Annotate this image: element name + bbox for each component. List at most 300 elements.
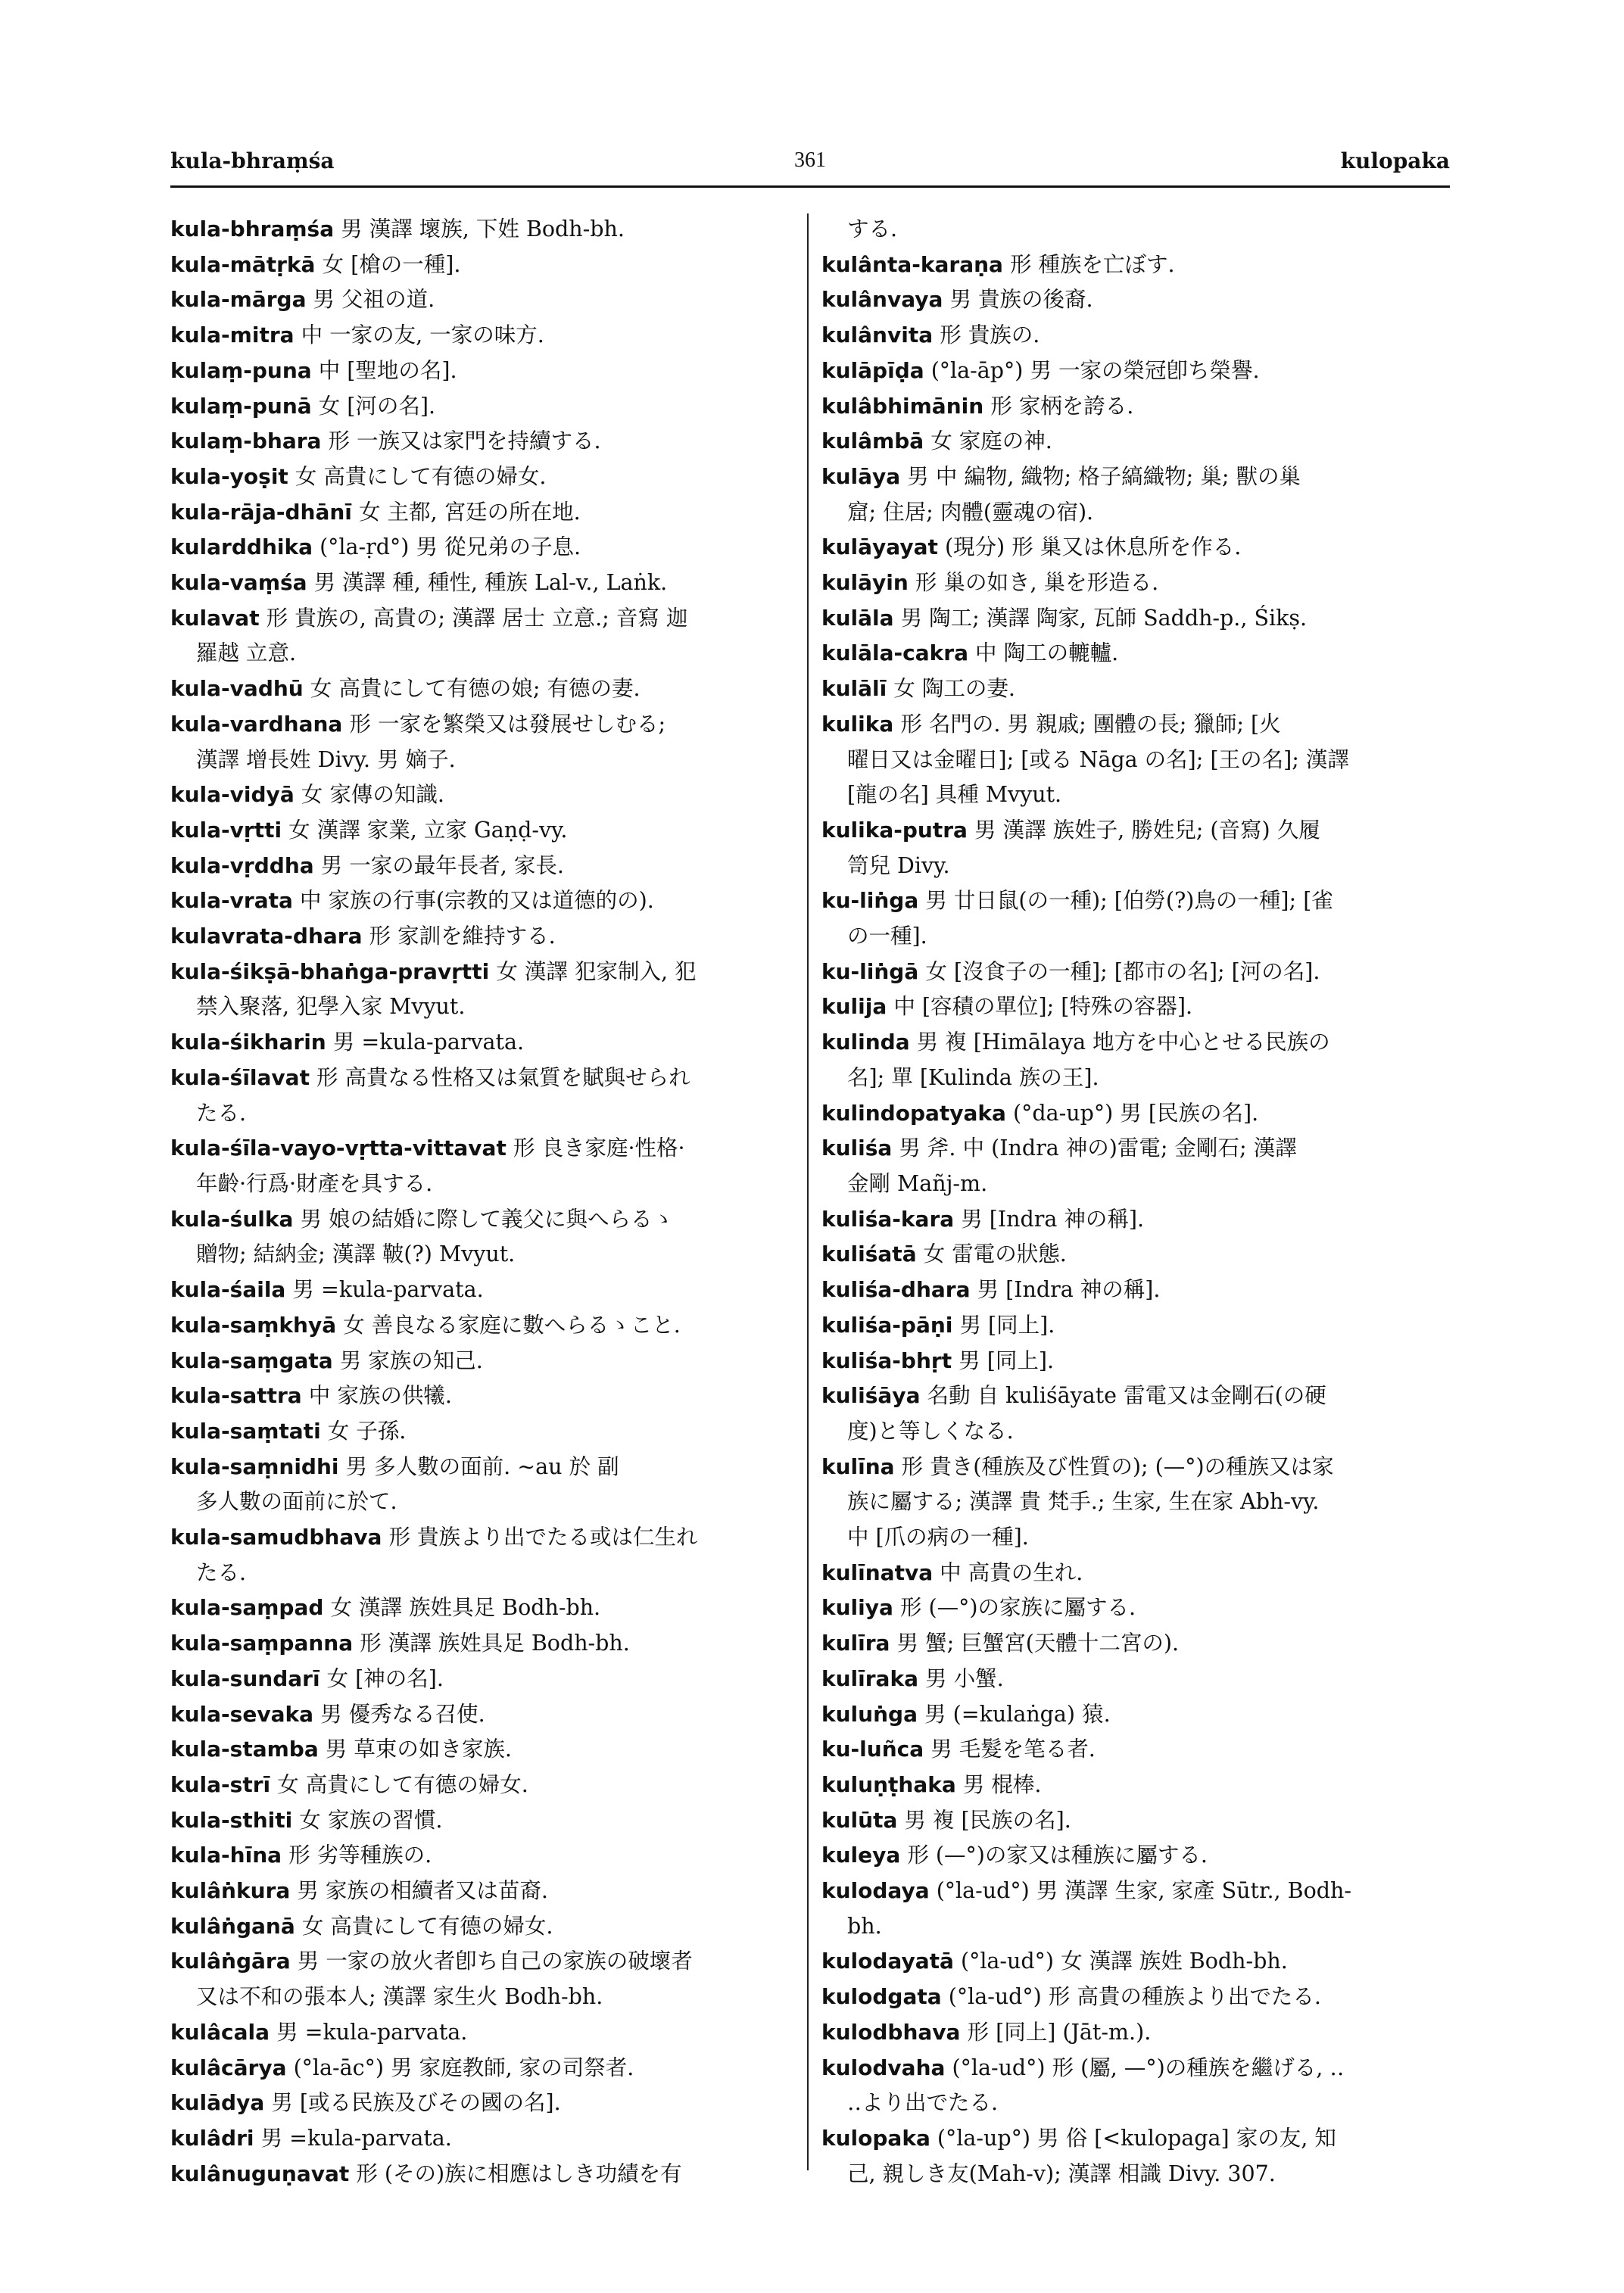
- definition: する.: [847, 217, 898, 241]
- definition: 中 一家の友, 一家の味方.: [301, 322, 544, 348]
- dictionary-entry: [170, 1803, 795, 1839]
- dictionary-entry: [170, 1379, 795, 1414]
- headword: kulaṃ-bhara: [170, 428, 322, 454]
- definition: 名]; 單 [Kulinda 族の王].: [847, 1064, 1099, 1090]
- headword: kulālī: [821, 676, 887, 702]
- dictionary-entry: [170, 2015, 795, 2051]
- definition: 女 家傳の知識.: [301, 782, 444, 808]
- definition: (°da-up°) 男 [民族の名].: [1013, 1100, 1259, 1126]
- definition: 女 善良なる家庭に數へらるゝこと.: [343, 1312, 681, 1338]
- headword: kula-saṃpad: [170, 1595, 324, 1621]
- definition: (°la-ud°) 男 漢譯 生家, 家產 Sūtr., Bodh-: [936, 1878, 1351, 1904]
- dictionary-entry: [170, 1450, 795, 1485]
- entry-continuation: [821, 1414, 1450, 1450]
- definition: 形 一家を繁榮又は發展せしむる;: [349, 711, 666, 737]
- definition: 形 貴族より出でたる或は仁生れ: [388, 1525, 698, 1550]
- running-head: [170, 148, 1450, 186]
- headword: kulika-putra: [821, 817, 968, 843]
- dictionary-entry: [170, 1944, 795, 1980]
- definition: 漢譯 增長姓 Divy. 男 嫡子.: [196, 746, 456, 772]
- dictionary-entry: [170, 1732, 795, 1768]
- dictionary-entry: [821, 1308, 1450, 1344]
- entry-continuation: [170, 1167, 795, 1202]
- headword: kulavrata-dhara: [170, 924, 363, 949]
- definition: 曜日又は金曜日]; [或る Nāga の名]; [王の名]; 漢譯: [847, 746, 1349, 772]
- definition: (°la-ṛd°) 男 從兄弟の子息.: [320, 534, 581, 560]
- headword: kula-vardhana: [170, 711, 343, 737]
- headword: kulinda: [821, 1030, 910, 1055]
- dictionary-entry: [170, 1909, 795, 1945]
- headword: kula-vṛtti: [170, 817, 282, 843]
- headword: kularddhika: [170, 534, 313, 560]
- headword: kulādya: [170, 2090, 265, 2116]
- definition: ‥より出でたる.: [847, 2090, 999, 2116]
- definition: 男 小蟹.: [925, 1665, 1004, 1691]
- headword: kula-śīla-vayo-vṛtta-vittavat: [170, 1136, 507, 1161]
- dictionary-entry: [170, 1626, 795, 1662]
- dictionary-entry: [821, 354, 1450, 389]
- definition: 女 漢譯 家業, 立家 Gaṇḍ-vy.: [288, 817, 568, 843]
- definition: たる.: [196, 1559, 247, 1585]
- definition: 又は不和の張本人; 漢譯 家生火 Bodh-bh.: [196, 1984, 603, 2010]
- headword: kulâdri: [170, 2125, 254, 2151]
- dictionary-entry: [821, 989, 1450, 1025]
- headword: ku-liṅga: [821, 888, 919, 914]
- left-column: [170, 212, 795, 2192]
- entry-continuation: [821, 849, 1450, 884]
- definition: 笥兒 Divy.: [847, 852, 950, 878]
- definition: 女 高貴にして有德の婦女.: [277, 1771, 528, 1797]
- right-column: [821, 212, 1450, 2192]
- headword: kula-śīlavat: [170, 1064, 310, 1090]
- definition: 己, 親しき友(Mah-v); 漢譯 相識 Divy. 307.: [847, 2161, 1276, 2186]
- column-divider: [807, 213, 809, 2170]
- dictionary-entry: [821, 1838, 1450, 1874]
- headword: kulīnatva: [821, 1559, 934, 1585]
- dictionary-entry: [170, 424, 795, 460]
- dictionary-entry: [821, 1450, 1450, 1485]
- definition: の一種].: [847, 924, 927, 949]
- definition: 多人數の面前に於て.: [196, 1489, 397, 1515]
- headword: kula-stamba: [170, 1737, 319, 1762]
- definition: 男 一家の最年長者, 家長.: [320, 852, 564, 878]
- headword: kula-mārga: [170, 287, 307, 313]
- dictionary-entry: [821, 1344, 1450, 1379]
- definition: 男 [Indra 神の稱].: [977, 1277, 1161, 1303]
- definition: 形 [同上] (Jāt-m.).: [967, 2019, 1152, 2045]
- definition: 女 高貴にして有德の娘; 有德の妻.: [310, 676, 641, 702]
- entry-continuation: [821, 743, 1450, 778]
- headword: kula-sundarī: [170, 1665, 320, 1691]
- definition: 女 高貴にして有德の婦女.: [301, 1913, 553, 1939]
- definition: 男 貴族の後裔.: [949, 287, 1093, 313]
- definition: 女 漢譯 犯家制入, 犯: [496, 958, 697, 984]
- dictionary-entry: [170, 389, 795, 425]
- headword: kulīra: [821, 1631, 890, 1656]
- definition: 羅越 立意.: [196, 640, 297, 666]
- definition: (°la-āc°) 男 家庭教師, 家の司祭者.: [293, 2055, 634, 2080]
- headword: kula-śulka: [170, 1206, 294, 1232]
- headword: kulâbhimānin: [821, 393, 984, 419]
- dictionary-entry: [821, 282, 1450, 318]
- definition: 形 (その)族に相應はしき功績を有: [356, 2161, 682, 2186]
- definition: 形 (—°)の家又は種族に屬する.: [907, 1843, 1208, 1868]
- dictionary-entry: [821, 1732, 1450, 1768]
- definition: 形 貴族の, 高貴の; 漢譯 居士 立意.; 音寫 迦: [266, 605, 688, 631]
- dictionary-entry: [170, 495, 795, 531]
- definition: 名動 自 kuliśāyate 雷電又は金剛石(の硬: [927, 1383, 1326, 1409]
- definition: 男 棍棒.: [962, 1771, 1042, 1797]
- definition: 女 子孫.: [327, 1418, 407, 1444]
- dictionary-entry: [170, 2086, 795, 2121]
- dictionary-entry: [170, 707, 795, 743]
- headword: kuliśāya: [821, 1383, 921, 1409]
- definition: 男 [Indra 神の稱].: [961, 1206, 1145, 1232]
- headword: kulīraka: [821, 1665, 918, 1691]
- entry-continuation: [821, 1909, 1450, 1945]
- definition: (°la-āp°) 男 一家の榮冠卽ち榮譽.: [930, 357, 1260, 383]
- page-number: 361: [794, 148, 826, 172]
- dictionary-entry: [821, 1131, 1450, 1167]
- entry-continuation: [170, 1980, 795, 2015]
- definition: 男 娘の結婚に際して義父に與へらるゝ: [300, 1206, 675, 1232]
- dictionary-entry: [170, 883, 795, 919]
- dictionary-entry: [170, 460, 795, 495]
- definition: 男 一家の放火者卽ち自己の家族の破壞者: [297, 1949, 693, 1974]
- left-guide-word: kula-bhraṃśa: [170, 148, 335, 173]
- definition: 男 [同上].: [959, 1312, 1055, 1338]
- definition: (°la-ud°) 女 漢譯 族姓 Bodh-bh.: [960, 1949, 1288, 1974]
- dictionary-entry: [821, 707, 1450, 743]
- headword: kulâṅkura: [170, 1878, 291, 1904]
- headword: kulânvaya: [821, 287, 943, 313]
- dictionary-entry: [170, 1838, 795, 1874]
- definition: 中 陶工の轆轤.: [975, 640, 1119, 666]
- definition: 男 =kula-parvata.: [292, 1277, 484, 1303]
- headword: kula-saṃnidhi: [170, 1453, 339, 1479]
- definition: 女 [神の名].: [326, 1665, 444, 1691]
- headword: kula-mitra: [170, 322, 295, 348]
- headword: kulaṃ-puna: [170, 357, 312, 383]
- definition: bh.: [847, 1913, 882, 1939]
- headword: kuliśa-pāṇi: [821, 1312, 953, 1338]
- dictionary-entry: [821, 1768, 1450, 1803]
- dictionary-entry: [170, 1273, 795, 1308]
- headword: kulopaka: [821, 2125, 930, 2151]
- dictionary-entry: [170, 2051, 795, 2086]
- headword: kulodvaha: [821, 2055, 946, 2080]
- definition: 女 主都, 宮廷の所在地.: [358, 499, 581, 525]
- definition: 男 =kula-parvata.: [276, 2019, 468, 2045]
- definition: 男 複 [民族の名].: [904, 1807, 1071, 1833]
- definition: 形 良き家庭·性格·: [513, 1136, 685, 1161]
- dictionary-entry: [170, 248, 795, 283]
- headword: kuluṅga: [821, 1701, 918, 1727]
- dictionary-entry: [821, 1096, 1450, 1132]
- definition: 禁入聚落, 犯學入家 Mvyut.: [196, 994, 466, 1020]
- definition: 男 斧. 中 (Indra 神の)雷電; 金剛石; 漢譯: [899, 1136, 1297, 1161]
- headword: kulânta-karaṇa: [821, 251, 1003, 277]
- headword: ku-liṅgā: [821, 958, 919, 984]
- definition: 男 漢譯 壞族, 下姓 Bodh-bh.: [341, 217, 625, 241]
- headword: kuliya: [821, 1595, 893, 1621]
- headword: kulâṅgāra: [170, 1949, 291, 1974]
- dictionary-entry: [170, 2121, 795, 2157]
- dictionary-entry: [170, 1662, 795, 1697]
- dictionary-entry: [170, 849, 795, 884]
- dictionary-entry: [821, 1803, 1450, 1839]
- definition: 男 [或る民族及びその國の名].: [271, 2090, 561, 2116]
- headword: kulânuguṇavat: [170, 2161, 350, 2186]
- headword: kula-vidyā: [170, 782, 295, 808]
- dictionary-entry: [170, 1697, 795, 1733]
- headword: kula-śaila: [170, 1277, 286, 1303]
- dictionary-entry: [821, 1379, 1450, 1414]
- dictionary-entry: [170, 565, 795, 601]
- headword: kula-sattra: [170, 1383, 302, 1409]
- entry-continuation: [170, 743, 795, 778]
- headword: kulodayatā: [821, 1949, 954, 1974]
- definition: 男 =kula-parvata.: [260, 2125, 452, 2151]
- headword: kuliśa: [821, 1136, 893, 1161]
- definition: 男 (=kulaṅga) 猿.: [924, 1701, 1111, 1727]
- definition: (現分) 形 巢又は休息所を作る.: [944, 534, 1242, 560]
- headword: kulika: [821, 711, 894, 737]
- definition: 男 =kula-parvata.: [332, 1030, 525, 1055]
- dictionary-entry: [170, 813, 795, 849]
- headword: kulodaya: [821, 1878, 930, 1904]
- dictionary-entry: [170, 671, 795, 707]
- dictionary-entry: [170, 919, 795, 955]
- definition: 男 廿日鼠(の一種); [伯勞(?)鳥の一種]; [雀: [925, 888, 1333, 914]
- definition: 窟; 住居; 肉體(靈魂の宿).: [847, 499, 1094, 525]
- headword: kulavat: [170, 605, 260, 631]
- headword: kula-yoṣit: [170, 463, 288, 489]
- definition: 中 高貴の生れ.: [940, 1559, 1083, 1585]
- dictionary-entry: [170, 354, 795, 389]
- definition: [龍の名] 具種 Mvyut.: [847, 782, 1062, 808]
- headword: kulâcārya: [170, 2055, 287, 2080]
- dictionary-entry: [821, 2015, 1450, 2051]
- headword: kulija: [821, 994, 887, 1020]
- definition: 男 父祖の道.: [313, 287, 435, 313]
- definition: 中 [聖地の名].: [318, 357, 457, 383]
- dictionary-entry: [170, 1520, 795, 1556]
- definition: 中 家族の供犧.: [308, 1383, 452, 1409]
- dictionary-entry: [821, 1626, 1450, 1662]
- definition: (°la-ud°) 形 高貴の種族より出でたる.: [948, 1984, 1321, 2010]
- dictionary-entry: [821, 1662, 1450, 1697]
- headword: kulodgata: [821, 1984, 942, 2010]
- headword: kulânvita: [821, 322, 934, 348]
- headword: kulāyin: [821, 570, 909, 596]
- definition: 男 陶工; 漢譯 陶家, 瓦師 Saddh-p., Śikṣ.: [900, 605, 1308, 631]
- dictionary-entry: [821, 1237, 1450, 1273]
- definition: 女 [槍の一種].: [322, 251, 461, 277]
- dictionary-entry: [170, 2157, 795, 2192]
- headword: ku-luñca: [821, 1737, 924, 1762]
- dictionary-entry: [170, 282, 795, 318]
- headword: kuliśa-bhṛt: [821, 1347, 952, 1373]
- headword: kulindopatyaka: [821, 1100, 1006, 1126]
- headword: kulāyayat: [821, 534, 938, 560]
- dictionary-entry: [821, 1202, 1450, 1238]
- headword: kulâṅganā: [170, 1913, 295, 1939]
- definition: 形 巢の如き, 巢を形造る.: [915, 570, 1159, 596]
- headword: kuliśa-dhara: [821, 1277, 971, 1303]
- dictionary-entry: [821, 424, 1450, 460]
- entry-continuation: [821, 2086, 1450, 2121]
- definition: 形 種族を亡ぼす.: [1010, 251, 1175, 277]
- dictionary-entry: [821, 460, 1450, 495]
- dictionary-entry: [821, 1590, 1450, 1626]
- headword: kula-bhraṃśa: [170, 217, 335, 241]
- dictionary-entry: [170, 1344, 795, 1379]
- entry-continuation: [821, 1520, 1450, 1556]
- headword: kula-sevaka: [170, 1701, 313, 1727]
- dictionary-entry: [821, 565, 1450, 601]
- definition: 形 家訓を維持する.: [369, 924, 556, 949]
- definition: 形 名門の. 男 親戚; 團體の長; 獵師; [火: [900, 711, 1281, 737]
- definition: 男 蟹; 巨蟹宮(天體十二宮の).: [896, 1631, 1180, 1656]
- definition: 男 中 編物, 織物; 格子縞織物; 巢; 獸の巢: [907, 463, 1301, 489]
- definition: 形 一族又は家門を持續する.: [328, 428, 601, 454]
- dictionary-entry: [821, 1697, 1450, 1733]
- headword: kula-strī: [170, 1771, 271, 1797]
- definition: 女 高貴にして有德の婦女.: [295, 463, 547, 489]
- dictionary-entry: [170, 777, 795, 813]
- entry-continuation: [821, 919, 1450, 955]
- headword: kula-sthiti: [170, 1807, 293, 1833]
- dictionary-entry: [170, 212, 795, 248]
- dictionary-entry: [821, 248, 1450, 283]
- definition: (°la-ud°) 形 (屬, —°)の種族を繼げる, ‥: [952, 2055, 1345, 2080]
- definition: 女 漢譯 族姓具足 Bodh-bh.: [330, 1595, 601, 1621]
- headword: kula-vadhū: [170, 676, 304, 702]
- dictionary-entry: [821, 318, 1450, 354]
- dictionary-entry: [170, 1131, 795, 1167]
- headword: kulāla-cakra: [821, 640, 968, 666]
- headword: kuleya: [821, 1843, 901, 1868]
- entry-continuation: [821, 1485, 1450, 1520]
- right-guide-word: kulopaka: [1340, 148, 1450, 173]
- definition: (°la-up°) 男 俗 [<kulopaga] 家の友, 知: [937, 2125, 1336, 2151]
- header-rule: [170, 185, 1450, 188]
- dictionary-entry: [821, 813, 1450, 849]
- dictionary-entry: [170, 1414, 795, 1450]
- definition: 男 毛髮を笔る者.: [930, 1737, 1096, 1762]
- headword: kulâmbā: [821, 428, 924, 454]
- headword: kula-śikharin: [170, 1030, 326, 1055]
- headword: kuliśa-kara: [821, 1206, 955, 1232]
- dictionary-entry: [170, 1202, 795, 1238]
- definition: 形 漢譯 族姓具足 Bodh-bh.: [360, 1631, 630, 1656]
- dictionary-entry: [821, 601, 1450, 637]
- headword: kulāla: [821, 605, 894, 631]
- dictionary-entry: [821, 1980, 1450, 2015]
- definition: たる.: [196, 1100, 247, 1126]
- headword: kulāya: [821, 463, 901, 489]
- dictionary-entry: [170, 1874, 795, 1909]
- dictionary-entry: [821, 2051, 1450, 2086]
- headword: kuluṇṭhaka: [821, 1771, 956, 1797]
- entry-continuation: [821, 1167, 1450, 1202]
- dictionary-entry: [821, 2121, 1450, 2157]
- headword: kula-śikṣā-bhaṅga-pravṛtti: [170, 958, 490, 984]
- entry-continuation: [170, 1237, 795, 1273]
- dictionary-entry: [821, 636, 1450, 671]
- definition: 中 [容積の單位]; [特殊の容器].: [893, 994, 1193, 1020]
- headword: kula-saṃkhyā: [170, 1312, 337, 1338]
- definition: 男 家族の知己.: [339, 1347, 483, 1373]
- headword: kulaṃ-punā: [170, 393, 312, 419]
- definition: 中 [爪の病の一種].: [847, 1525, 1029, 1550]
- definition: 女 陶工の妻.: [893, 676, 1015, 702]
- headword: kula-samudbhava: [170, 1525, 382, 1550]
- definition: 男 [同上].: [959, 1347, 1055, 1373]
- dictionary-entry: [821, 1273, 1450, 1308]
- definition: 男 優秀なる召使.: [320, 1701, 485, 1727]
- dictionary-entry: [170, 1061, 795, 1096]
- definition: 形 (—°)の家族に屬する.: [899, 1595, 1136, 1621]
- definition: 男 多人數の面前. ∼au 於 副: [345, 1453, 619, 1479]
- dictionary-entry: [170, 1590, 795, 1626]
- definition: 度)と等しくなる.: [847, 1418, 1014, 1444]
- dictionary-entry: [170, 1308, 795, 1344]
- headword: kulodbhava: [821, 2019, 961, 2045]
- dictionary-entry: [821, 883, 1450, 919]
- definition: 贈物; 結納金; 漢譯 鞁(?) Mvyut.: [196, 1242, 516, 1267]
- dictionary-entry: [821, 1556, 1450, 1591]
- dictionary-entry: [170, 318, 795, 354]
- definition: 女 雷電の狀態.: [923, 1242, 1067, 1267]
- definition: 男 複 [Himālaya 地方を中心とせる民族の: [916, 1030, 1330, 1055]
- headword: kula-saṃpanna: [170, 1631, 354, 1656]
- entry-continuation: [170, 989, 795, 1025]
- headword: kula-saṃtati: [170, 1418, 321, 1444]
- headword: kula-vrata: [170, 888, 293, 914]
- definition: 形 劣等種族の.: [288, 1843, 432, 1868]
- headword: kula-saṃgata: [170, 1347, 333, 1373]
- dictionary-entry: [170, 1768, 795, 1803]
- dictionary-entry: [170, 955, 795, 990]
- dictionary-entry: [821, 955, 1450, 990]
- entry-continuation: [821, 2157, 1450, 2192]
- dictionary-entry: [821, 671, 1450, 707]
- dictionary-entry: [170, 530, 795, 565]
- headword: kula-rāja-dhānī: [170, 499, 352, 525]
- headword: kuliśatā: [821, 1242, 917, 1267]
- definition: 男 家族の相續者又は苗裔.: [297, 1878, 548, 1904]
- entry-continuation: [821, 212, 1450, 248]
- entry-continuation: [170, 1485, 795, 1520]
- definition: 女 家庭の神.: [930, 428, 1052, 454]
- entry-continuation: [821, 1061, 1450, 1096]
- entry-continuation: [170, 636, 795, 671]
- headword: kulâcala: [170, 2019, 270, 2045]
- definition: 形 貴き(種族及び性質の); (—°)の種族又は家: [901, 1453, 1334, 1479]
- dictionary-entry: [170, 601, 795, 637]
- dictionary-entry: [170, 1025, 795, 1061]
- definition: 中 家族の行事(宗教的又は道德的の).: [299, 888, 654, 914]
- definition: 金剛 Mañj-m.: [847, 1170, 988, 1196]
- headword: kulāpīḍa: [821, 357, 924, 383]
- entry-continuation: [170, 1096, 795, 1132]
- dictionary-entry: [821, 1874, 1450, 1909]
- headword: kula-vṛddha: [170, 852, 314, 878]
- dictionary-entry: [821, 389, 1450, 425]
- dictionary-entry: [821, 1944, 1450, 1980]
